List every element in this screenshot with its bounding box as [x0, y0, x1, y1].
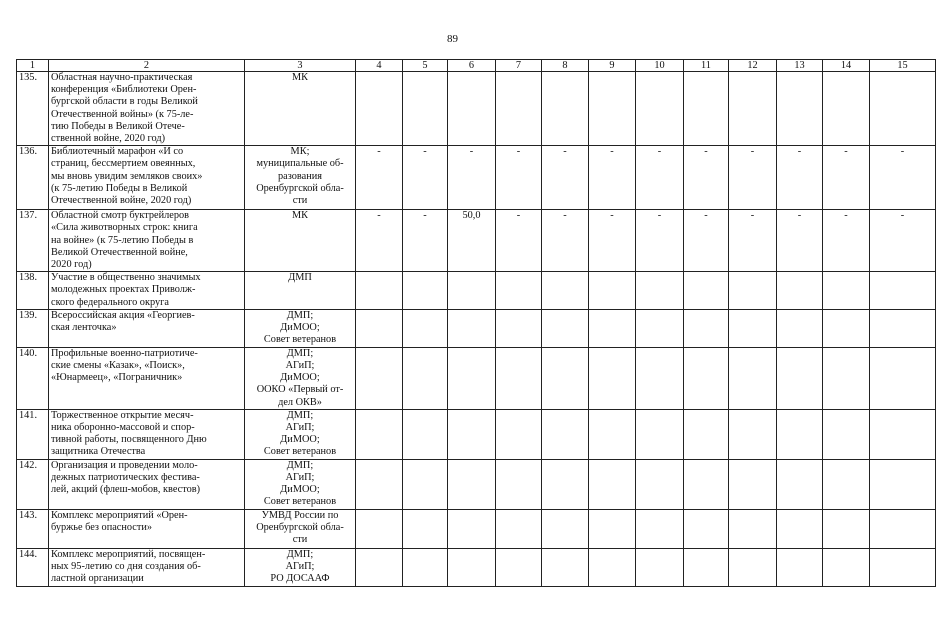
row-number-text: 136.	[19, 146, 38, 158]
value-cell-text: -	[377, 146, 381, 158]
row-number-text: 143.	[19, 509, 38, 521]
value-cell	[403, 272, 448, 310]
value-cell	[870, 309, 936, 347]
value-cell	[496, 146, 542, 210]
row-number	[17, 272, 49, 310]
value-cell-text: -	[657, 146, 662, 158]
event-name-text: Организация и проведении моло- дежных патриотических фестива- лей, акций (флеш-мобов, квестов)	[51, 459, 201, 496]
value-cell	[403, 409, 448, 459]
value-cell	[636, 459, 684, 509]
event-name-text: Торжественное открытие месяч- ника оборонно-массовой и спор- тивной работы, посвященного Дню защитника Отечества	[51, 409, 207, 458]
value-cell-text: -	[516, 210, 521, 222]
value-cell	[729, 548, 777, 586]
value-cell	[636, 210, 684, 272]
table-row	[17, 309, 936, 347]
value-cell	[729, 146, 777, 210]
value-cell	[589, 509, 636, 548]
value-cell	[636, 309, 684, 347]
value-cell	[403, 509, 448, 548]
row-number	[17, 459, 49, 509]
value-cell	[777, 548, 823, 586]
table-row	[17, 459, 936, 509]
value-cell	[589, 309, 636, 347]
event-name	[49, 146, 245, 210]
value-cell	[636, 409, 684, 459]
responsible-org	[245, 548, 356, 586]
value-cell-text: -	[610, 146, 614, 158]
responsible-org-text: МК	[291, 72, 309, 83]
event-name	[49, 347, 245, 409]
table-row	[17, 509, 936, 548]
row-number	[17, 347, 49, 409]
value-cell	[684, 548, 729, 586]
event-name-text: Областной смотр буктрейлеров «Сила животворных строк: книга на войне» (к 75-летию Победы в Великой Отечественной войне, 2020 год)	[51, 210, 198, 271]
value-cell	[356, 146, 403, 210]
value-cell-text: -	[563, 210, 567, 222]
value-cell	[684, 72, 729, 146]
column-header: 11	[684, 60, 729, 72]
table-row	[17, 210, 936, 272]
column-header: 8	[542, 60, 589, 72]
table-row	[17, 272, 936, 310]
value-cell	[823, 459, 870, 509]
value-cell	[356, 347, 403, 409]
responsible-org-text: ДМП; ДиМОО; Совет ветеранов	[263, 309, 337, 346]
value-cell	[542, 548, 589, 586]
value-cell	[496, 459, 542, 509]
value-cell	[777, 459, 823, 509]
value-cell-text: -	[377, 210, 381, 222]
table-row	[17, 146, 936, 210]
row-number-text: 142.	[19, 459, 38, 471]
value-cell	[356, 210, 403, 272]
value-cell	[636, 272, 684, 310]
column-header: 9	[589, 60, 636, 72]
value-cell	[729, 409, 777, 459]
value-cell	[496, 72, 542, 146]
column-header: 6	[448, 60, 496, 72]
event-name	[49, 509, 245, 548]
value-cell	[496, 548, 542, 586]
value-cell-text: 50,0	[462, 210, 481, 222]
responsible-org-text: УМВД России по Оренбургской обла- сти	[256, 509, 344, 546]
value-cell	[496, 347, 542, 409]
value-cell	[448, 210, 496, 272]
value-cell	[496, 210, 542, 272]
page-number: 89	[447, 33, 458, 45]
value-cell	[823, 72, 870, 146]
value-cell-text: -	[610, 210, 614, 222]
event-name	[49, 72, 245, 146]
value-cell	[356, 548, 403, 586]
value-cell	[823, 347, 870, 409]
value-cell	[356, 272, 403, 310]
row-number	[17, 210, 49, 272]
row-number-text: 137.	[19, 210, 38, 222]
value-cell	[870, 459, 936, 509]
value-cell	[870, 548, 936, 586]
value-cell-text: -	[563, 146, 567, 158]
row-number	[17, 309, 49, 347]
value-cell	[496, 309, 542, 347]
value-cell	[403, 347, 448, 409]
value-cell-text: -	[516, 146, 521, 158]
event-name	[49, 309, 245, 347]
value-cell	[823, 309, 870, 347]
value-cell	[870, 272, 936, 310]
table-row	[17, 72, 936, 146]
value-cell-text: -	[469, 146, 474, 158]
event-name-text: Комплекс мероприятий, посвящен- ных 95-летию со дня создания об- ластной организации	[51, 548, 206, 585]
row-number-text: 135.	[19, 72, 38, 83]
column-header: 5	[403, 60, 448, 72]
column-header: 1	[17, 60, 49, 72]
value-cell	[496, 509, 542, 548]
value-cell	[542, 409, 589, 459]
event-name-text: Участие в общественно значимых молодежных проектах Приволж- ского федерального округа	[51, 272, 201, 308]
column-header: 15	[870, 60, 936, 72]
value-cell	[729, 210, 777, 272]
value-cell	[684, 347, 729, 409]
value-cell	[870, 347, 936, 409]
value-cell	[870, 409, 936, 459]
value-cell	[589, 548, 636, 586]
row-number	[17, 509, 49, 548]
value-cell	[356, 72, 403, 146]
value-cell	[684, 272, 729, 310]
event-name-text: Областная научно-практическая конференция «Библиотеки Орен- бургской области в годы Великой Отечественной войны» (к 75-ле- тию Победы в Великой Отече- ственной войне, 2020 год)	[51, 72, 198, 145]
column-header: 12	[729, 60, 777, 72]
value-cell	[542, 347, 589, 409]
event-name-text: Библиотечный марафон «И со страниц, бессмертием овеянных, мы вновь увидим земляков своих» (к 75-летию Победы в Великой Отечественной войне, 2020 год)	[51, 146, 203, 207]
responsible-org	[245, 347, 356, 409]
responsible-org-text: МК	[291, 210, 309, 222]
responsible-org-text: МК; муниципальные об- разования Оренбургской обла- сти	[256, 146, 344, 207]
value-cell-text: -	[423, 146, 427, 158]
value-cell	[542, 210, 589, 272]
value-cell	[870, 210, 936, 272]
value-cell	[777, 272, 823, 310]
event-name-text: Всероссийская акция «Георгиев- ская ленточка»	[51, 309, 195, 334]
value-cell	[448, 146, 496, 210]
value-cell	[823, 509, 870, 548]
value-cell	[403, 146, 448, 210]
value-cell-text: -	[900, 210, 905, 222]
value-cell	[870, 146, 936, 210]
column-header: 7	[496, 60, 542, 72]
value-cell-text: -	[900, 146, 905, 158]
value-cell	[823, 409, 870, 459]
value-cell	[870, 509, 936, 548]
value-cell	[403, 210, 448, 272]
value-cell-text: -	[844, 146, 848, 158]
row-number-text: 141.	[19, 409, 38, 421]
value-cell	[589, 409, 636, 459]
value-cell-text: -	[750, 210, 755, 222]
value-cell	[356, 309, 403, 347]
responsible-org	[245, 72, 356, 146]
value-cell	[636, 72, 684, 146]
value-cell	[496, 272, 542, 310]
value-cell	[777, 509, 823, 548]
value-cell	[729, 272, 777, 310]
value-cell	[777, 309, 823, 347]
table-row	[17, 409, 936, 459]
value-cell	[729, 347, 777, 409]
responsible-org	[245, 459, 356, 509]
row-number-text: 139.	[19, 309, 38, 321]
value-cell-text: -	[844, 210, 848, 222]
value-cell	[636, 146, 684, 210]
table-row	[17, 548, 936, 586]
value-cell	[448, 459, 496, 509]
responsible-org-text: ДМП	[288, 272, 312, 284]
event-name	[49, 210, 245, 272]
value-cell	[356, 459, 403, 509]
value-cell-text: -	[704, 146, 708, 158]
value-cell	[403, 72, 448, 146]
value-cell	[823, 272, 870, 310]
value-cell	[356, 409, 403, 459]
value-cell	[356, 509, 403, 548]
value-cell	[448, 509, 496, 548]
responsible-org	[245, 146, 356, 210]
responsible-org-text: ДМП; АГиП; РО ДОСААФ	[270, 548, 330, 585]
responsible-org	[245, 509, 356, 548]
value-cell	[403, 309, 448, 347]
value-cell	[589, 72, 636, 146]
value-cell	[777, 72, 823, 146]
column-header: 10	[636, 60, 684, 72]
value-cell	[777, 210, 823, 272]
value-cell	[823, 548, 870, 586]
value-cell	[542, 509, 589, 548]
value-cell	[729, 309, 777, 347]
value-cell	[589, 459, 636, 509]
value-cell	[448, 548, 496, 586]
responsible-org	[245, 309, 356, 347]
value-cell	[636, 548, 684, 586]
column-header: 13	[777, 60, 823, 72]
value-cell	[777, 146, 823, 210]
row-number	[17, 548, 49, 586]
value-cell	[496, 409, 542, 459]
value-cell	[636, 509, 684, 548]
column-header: 2	[49, 60, 245, 72]
value-cell	[448, 309, 496, 347]
value-cell	[542, 146, 589, 210]
value-cell	[684, 459, 729, 509]
value-cell	[729, 72, 777, 146]
value-cell	[542, 459, 589, 509]
value-cell	[589, 347, 636, 409]
value-cell-text: -	[704, 210, 708, 222]
row-number	[17, 146, 49, 210]
value-cell	[542, 272, 589, 310]
row-number	[17, 409, 49, 459]
column-header: 4	[356, 60, 403, 72]
value-cell	[684, 210, 729, 272]
value-cell	[684, 509, 729, 548]
value-cell-text: -	[797, 210, 802, 222]
value-cell	[403, 548, 448, 586]
responsible-org-text: ДМП; АГиП; ДиМОО; Совет ветеранов	[263, 459, 337, 508]
value-cell	[448, 409, 496, 459]
value-cell	[448, 272, 496, 310]
value-cell	[684, 409, 729, 459]
responsible-org	[245, 272, 356, 310]
value-cell	[542, 309, 589, 347]
row-number-text: 140.	[19, 347, 38, 359]
event-name-text: Профильные военно-патриотиче- ские смены «Казак», «Поиск», «Юнармеец», «Пограничник»	[51, 347, 198, 384]
value-cell	[448, 347, 496, 409]
value-cell	[684, 309, 729, 347]
responsible-org	[245, 210, 356, 272]
header-row	[17, 60, 936, 72]
value-cell	[589, 272, 636, 310]
responsible-org-text: ДМП; АГиП; ДиМОО; Совет ветеранов	[263, 409, 337, 458]
column-header: 14	[823, 60, 870, 72]
value-cell	[448, 72, 496, 146]
value-cell-text: -	[750, 146, 755, 158]
value-cell	[729, 509, 777, 548]
column-header: 3	[245, 60, 356, 72]
event-name-text: Комплекс мероприятий «Орен- буржье без опасности»	[51, 509, 188, 534]
value-cell	[729, 459, 777, 509]
plan-table	[16, 59, 936, 587]
value-cell-text: -	[797, 146, 802, 158]
value-cell	[589, 146, 636, 210]
row-number	[17, 72, 49, 146]
row-number-text: 138.	[19, 272, 38, 284]
responsible-org-text: ДМП; АГиП; ДиМОО; ООКО «Первый от- дел ОКВ»	[256, 347, 344, 408]
value-cell-text: -	[423, 210, 427, 222]
event-name	[49, 272, 245, 310]
value-cell	[777, 409, 823, 459]
value-cell	[636, 347, 684, 409]
value-cell	[403, 459, 448, 509]
value-cell-text: -	[657, 210, 662, 222]
event-name	[49, 548, 245, 586]
value-cell	[870, 72, 936, 146]
responsible-org	[245, 409, 356, 459]
value-cell	[542, 72, 589, 146]
event-name	[49, 409, 245, 459]
value-cell	[589, 210, 636, 272]
event-name	[49, 459, 245, 509]
row-number-text: 144.	[19, 548, 38, 560]
value-cell	[777, 347, 823, 409]
value-cell	[823, 146, 870, 210]
table-row	[17, 347, 936, 409]
value-cell	[684, 146, 729, 210]
value-cell	[823, 210, 870, 272]
